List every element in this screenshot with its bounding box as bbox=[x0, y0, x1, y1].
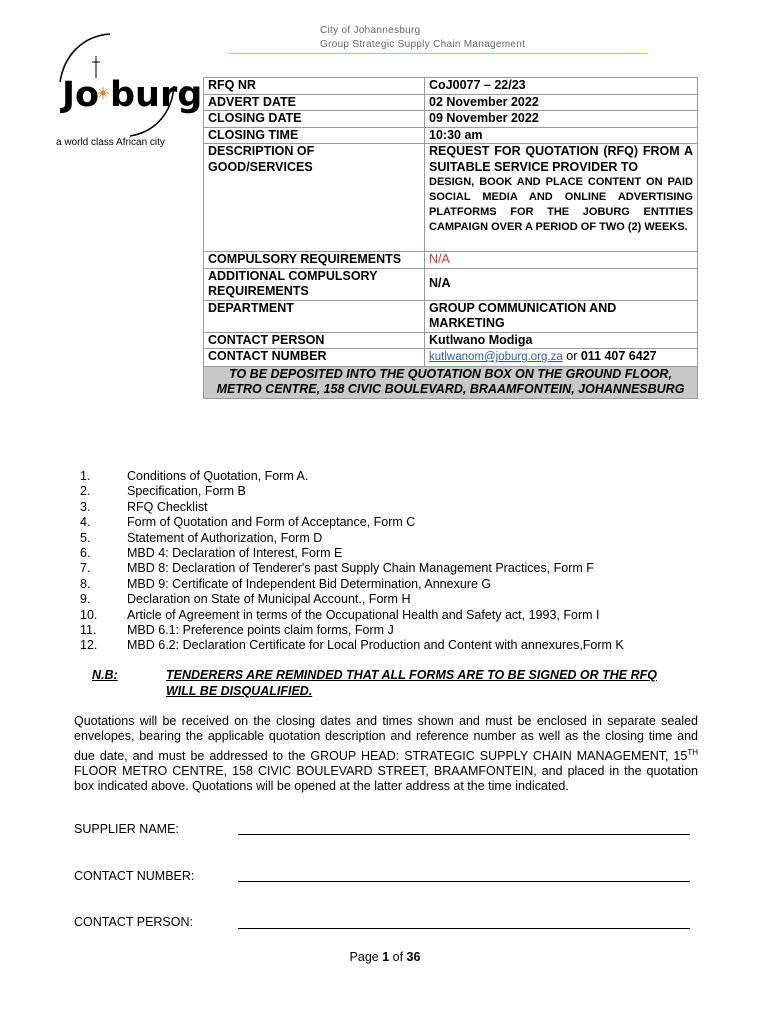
list-item bbox=[75, 546, 624, 561]
rfq-row bbox=[204, 144, 698, 252]
footer-total-pages: 36 bbox=[406, 950, 421, 964]
description-main: REQUEST FOR QUOTATION (RFQ) FROM A SUITABLE SERVICE PROVIDER TO bbox=[429, 144, 693, 174]
list-text: MBD 8: Declaration of Tenderer's past Supply Chain Management Practices, Form F bbox=[127, 561, 594, 576]
list-number: 4. bbox=[80, 515, 91, 530]
forms-list bbox=[75, 469, 624, 654]
instructions-paragraph bbox=[74, 714, 698, 795]
list-number: 1. bbox=[80, 469, 91, 483]
list-number: 8. bbox=[80, 576, 91, 591]
description-detail: DESIGN, BOOK AND PLACE CONTENT ON PAID SOCIAL MEDIA AND ONLINE ADVERTISING PLATFORMS FOR THE JOBURG ENTITIES CAMPAIGN OVER A PERIOD OF TWO (2) WEEKS. bbox=[429, 176, 693, 233]
nb-label: N.B: bbox=[92, 668, 118, 682]
header-rule bbox=[228, 53, 648, 54]
list-number: 10. bbox=[80, 607, 98, 622]
footer-current-page: 1 bbox=[382, 950, 390, 964]
contact-or: or bbox=[562, 349, 581, 363]
list-item bbox=[75, 577, 624, 592]
rfq-row bbox=[204, 111, 698, 128]
list-number: 12. bbox=[80, 638, 98, 653]
list-item bbox=[75, 623, 624, 638]
list-item bbox=[75, 500, 624, 515]
list-item bbox=[75, 638, 624, 653]
list-item bbox=[75, 484, 624, 499]
list-number: 2. bbox=[80, 484, 91, 499]
footer-page-word: Page bbox=[349, 950, 383, 964]
rfq-row bbox=[204, 78, 698, 95]
rfq-row bbox=[204, 268, 698, 300]
contact-phone: 011 407 6427 bbox=[580, 349, 657, 363]
list-item bbox=[75, 561, 624, 576]
closing-time-value: 10:30 am bbox=[425, 127, 698, 144]
description-value bbox=[425, 144, 698, 252]
advert-date-label: ADVERT DATE bbox=[204, 94, 425, 111]
list-text: Statement of Authorization, Form D bbox=[127, 530, 323, 545]
paragraph-superscript: TH bbox=[687, 747, 698, 757]
rfq-details-table bbox=[203, 77, 698, 399]
contact-number-line[interactable] bbox=[238, 881, 690, 882]
rfq-row bbox=[204, 127, 698, 144]
svg-text:burg: burg bbox=[110, 75, 203, 115]
paragraph-part1: Quotations will be received on the closing dates and times shown and must be enclosed in separate sealed envelopes, bearing the applicable quotation description and reference number as well as the closing time and due date, and must be addressed to the GROUP HEAD: STRATEGIC SUPPLY CHAIN MANAGEMENT, 15 bbox=[74, 714, 698, 763]
rfq-row bbox=[204, 332, 698, 349]
list-text: MBD 6.1: Preference points claim forms, Form J bbox=[127, 623, 394, 638]
contact-email-link[interactable]: kutlwanom@joburg.org.za bbox=[429, 351, 563, 363]
closing-time-label: CLOSING TIME bbox=[204, 127, 425, 144]
rfq-row bbox=[204, 252, 698, 269]
closing-date-label: CLOSING DATE bbox=[204, 111, 425, 128]
list-text: RFQ Checklist bbox=[127, 499, 208, 514]
list-text: Form of Quotation and Form of Acceptance, Form C bbox=[127, 515, 416, 530]
header-line1: City of Johannesburg bbox=[320, 25, 421, 36]
additional-value: N/A bbox=[425, 268, 698, 300]
footer-of-word: of bbox=[389, 950, 407, 964]
closing-date-value: 09 November 2022 bbox=[425, 111, 698, 128]
list-item bbox=[75, 608, 624, 623]
rfq-row bbox=[204, 94, 698, 111]
compulsory-label: COMPULSORY REQUIREMENTS bbox=[204, 252, 425, 269]
description-label: DESCRIPTION OF GOOD/SERVICES bbox=[204, 144, 425, 252]
list-item bbox=[75, 592, 624, 607]
rfq-nr-label: RFQ NR bbox=[204, 78, 425, 95]
rfq-nr-value: CoJ0077 – 22/23 bbox=[425, 78, 698, 95]
list-text: Article of Agreement in terms of the Occupational Health and Safety act, 1993, Form I bbox=[127, 607, 600, 622]
compulsory-na: N/A bbox=[429, 252, 450, 266]
supplier-name-line[interactable] bbox=[238, 834, 690, 835]
paragraph-part2: FLOOR METRO CENTRE, 158 CIVIC BOULEVARD STREET, BRAAMFONTEIN, and placed in the quotation box indicated above. Quotations will be opened at the latter address at the time indicated. bbox=[74, 764, 698, 794]
joburg-logo-graphic bbox=[52, 28, 203, 138]
rfq-row bbox=[204, 349, 698, 367]
rfq-row bbox=[204, 366, 698, 398]
list-text: Specification, Form B bbox=[127, 484, 246, 499]
contact-number-value bbox=[425, 349, 698, 367]
list-item bbox=[75, 469, 624, 484]
advert-date-value: 02 November 2022 bbox=[425, 94, 698, 111]
joburg-logo bbox=[52, 28, 203, 138]
list-number: 7. bbox=[80, 561, 91, 576]
compulsory-value bbox=[425, 252, 698, 269]
list-text: MBD 4: Declaration of Interest, Form E bbox=[127, 546, 343, 561]
svg-text:Jo: Jo bbox=[62, 75, 100, 115]
contact-number-label: CONTACT NUMBER bbox=[204, 349, 425, 367]
list-text: MBD 6.2: Declaration Certificate for Local Production and Content with annexures,Form K bbox=[127, 638, 624, 653]
supplier-name-label: SUPPLIER NAME: bbox=[74, 822, 179, 836]
deposit-notice: TO BE DEPOSITED INTO THE QUOTATION BOX ON THE GROUND FLOOR, METRO CENTRE, 158 CIVIC BOULEVARD, BRAAMFONTEIN, JOHANNESBURG bbox=[204, 366, 698, 398]
list-text: Conditions of Quotation, Form A. bbox=[127, 469, 309, 483]
list-number: 11. bbox=[80, 623, 97, 638]
list-number: 3. bbox=[80, 499, 91, 514]
department-value: GROUP COMMUNICATION AND MARKETING bbox=[425, 300, 698, 332]
list-item bbox=[75, 515, 624, 530]
rfq-row bbox=[204, 300, 698, 332]
contact-person-value: Kutlwano Modiga bbox=[425, 332, 698, 349]
list-number: 9. bbox=[80, 592, 91, 607]
list-number: 6. bbox=[80, 546, 91, 561]
contact-person-line[interactable] bbox=[238, 928, 690, 929]
header-line2: Group Strategic Supply Chain Management bbox=[320, 39, 526, 50]
logo-tagline: a world class African city bbox=[56, 137, 165, 148]
list-text: Declaration on State of Municipal Account., Form H bbox=[127, 592, 411, 607]
list-text: MBD 9: Certificate of Independent Bid Determination, Annexure G bbox=[127, 576, 492, 591]
additional-label: ADDITIONAL COMPULSORY REQUIREMENTS bbox=[204, 268, 425, 300]
nb-warning: TENDERERS ARE REMINDED THAT ALL FORMS ARE TO BE SIGNED OR THE RFQ WILL BE DISQUALIFIED. bbox=[166, 668, 657, 698]
page-footer bbox=[0, 950, 770, 964]
contact-person-label: CONTACT PERSON bbox=[204, 332, 425, 349]
list-number: 5. bbox=[80, 530, 91, 545]
department-label: DEPARTMENT bbox=[204, 300, 425, 332]
list-item bbox=[75, 531, 624, 546]
contact-person-field-label: CONTACT PERSON: bbox=[74, 915, 193, 929]
contact-number-field-label: CONTACT NUMBER: bbox=[74, 869, 195, 883]
